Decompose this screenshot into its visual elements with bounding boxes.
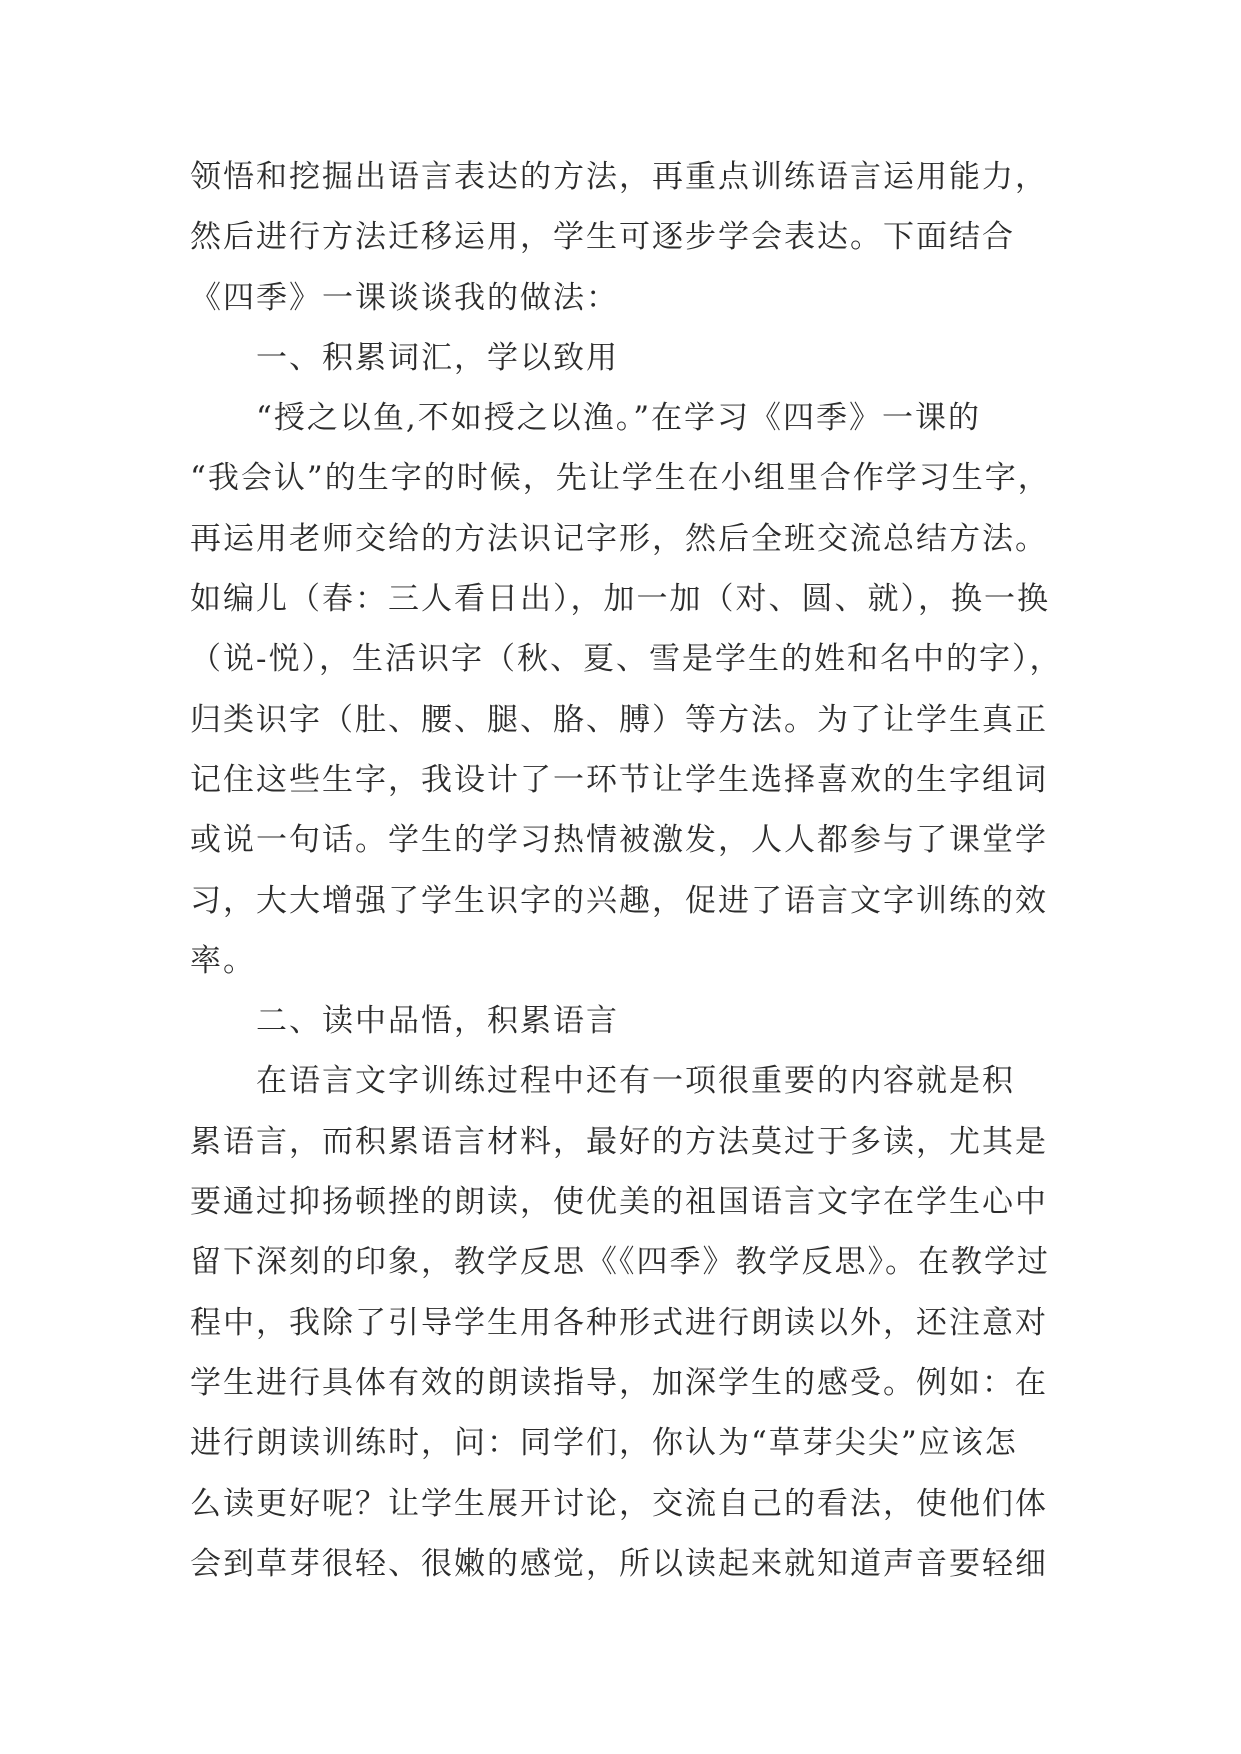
text-line: 如编儿（春：三人看日出），加一加（对、圆、就），换一换	[190, 581, 1050, 618]
text-line: 再运用老师交给的方法识记字形，然后全班交流总结方法。	[190, 520, 1048, 557]
text-line: 累语言，而积累语言材料，最好的方法莫过于多读，尤其是	[190, 1123, 1048, 1160]
text-line: 习，大大增强了学生识字的兴趣，促进了语言文字训练的效	[190, 882, 1048, 919]
section-heading: 一、积累词汇，学以致用	[190, 339, 619, 376]
text-line: 然后进行方法迁移运用，学生可逐步学会表达。下面结合	[190, 219, 1015, 256]
text-line: 归类识字（肚、腰、腿、胳、膊）等方法。为了让学生真正	[190, 701, 1048, 738]
text-line: 学生进行具体有效的朗读指导，加深学生的感受。例如：在	[190, 1364, 1048, 1401]
document-body	[190, 147, 1070, 1594]
text-line: “授之以鱼,不如授之以渔。”在学习《四季》一课的	[190, 400, 982, 437]
text-line: （说-悦），生活识字（秋、夏、雪是学生的姓和名中的字），	[190, 641, 1063, 678]
text-line: 或说一句话。学生的学习热情被激发，人人都参与了课堂学	[190, 822, 1048, 859]
section-heading: 二、读中品悟，积累语言	[190, 1003, 619, 1040]
text-line: 领悟和挖掘出语言表达的方法，再重点训练语言运用能力，	[190, 159, 1048, 195]
text-line: 会到草芽很轻、很嫩的感觉，所以读起来就知道声音要轻细	[190, 1545, 1048, 1582]
text-line: 留下深刻的印象，教学反思《《四季》教学反思》。在教学过	[190, 1244, 1050, 1281]
text-line: 记住这些生字，我设计了一环节让学生选择喜欢的生字组词	[190, 761, 1048, 798]
text-line: 进行朗读训练时，问：同学们，你认为“草芽尖尖”应该怎	[190, 1425, 1018, 1462]
text-line: 要通过抑扬顿挫的朗读，使优美的祖国语言文字在学生心中	[190, 1184, 1048, 1221]
text-line: “我会认”的生字的时候，先让学生在小组里合作学习生字，	[190, 460, 1051, 497]
text-line: 率。	[190, 942, 256, 979]
text-line: 么读更好呢？让学生展开讨论，交流自己的看法，使他们体	[190, 1485, 1048, 1522]
text-line: 在语言文字训练过程中还有一项很重要的内容就是积	[190, 1063, 1015, 1100]
text-line: 程中，我除了引导学生用各种形式进行朗读以外，还注意对	[190, 1304, 1048, 1341]
text-line: 《四季》一课谈谈我的做法：	[190, 279, 619, 316]
